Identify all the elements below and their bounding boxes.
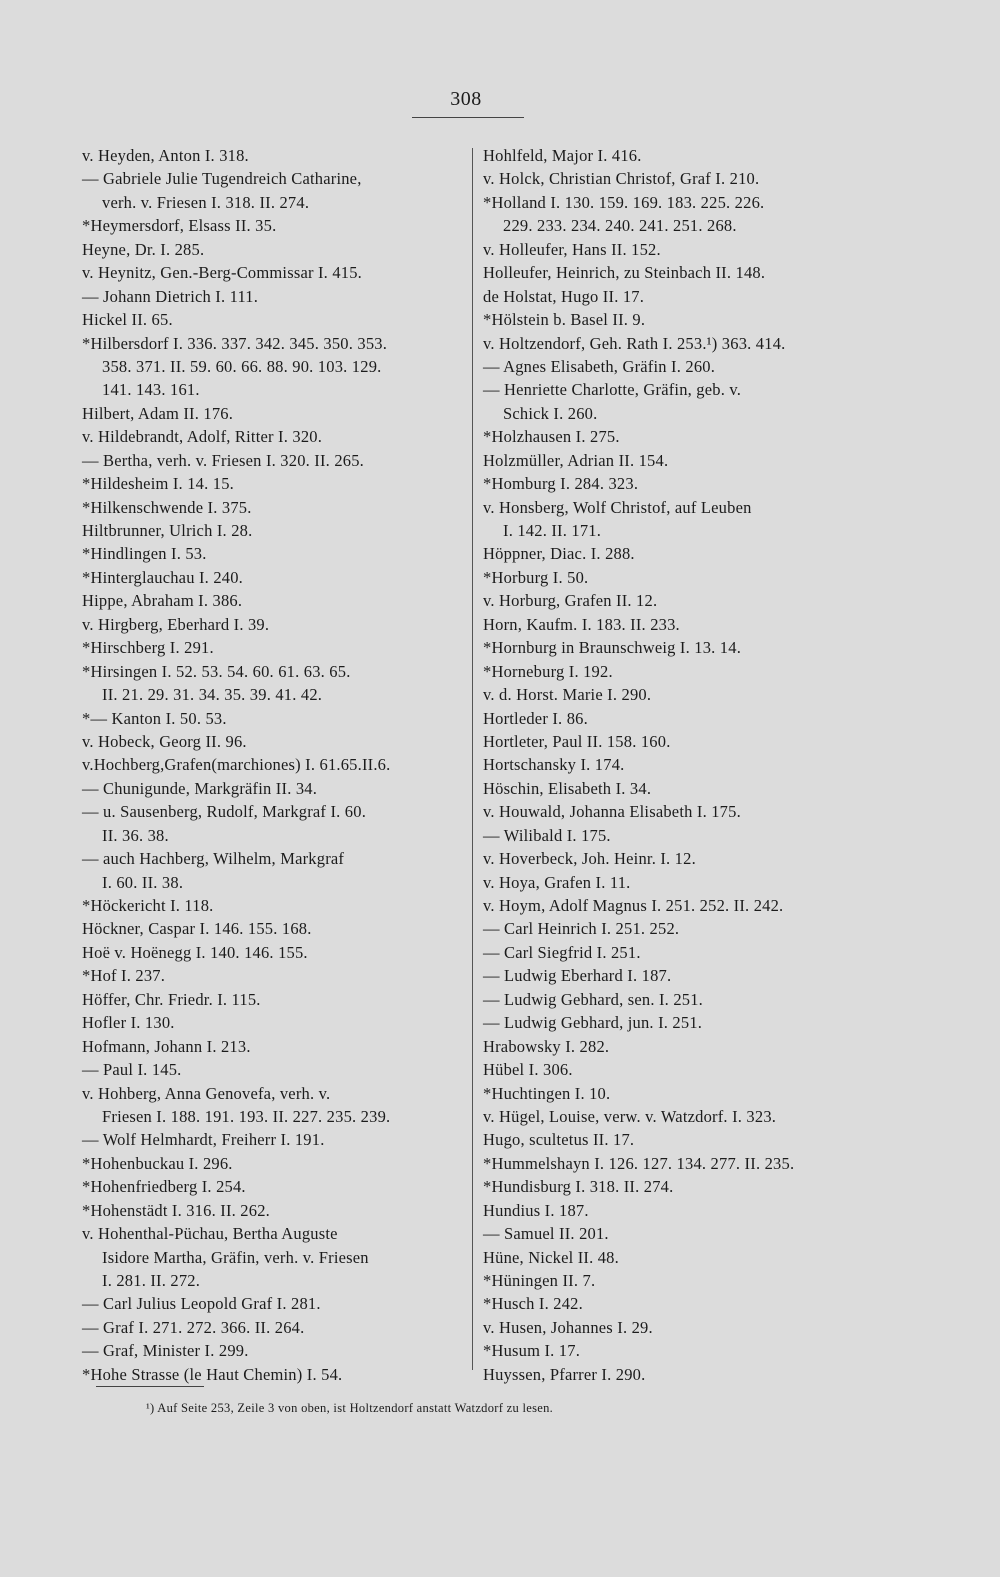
index-entry: *Hinterglauchau I. 240. xyxy=(82,567,244,587)
index-entry: v. Hirgberg, Eberhard I. 39. xyxy=(82,614,270,634)
index-entry: *Hirschberg I. 291. xyxy=(82,638,214,658)
index-entry: *Höckericht I. 118. xyxy=(82,896,214,915)
index-entry: v.Hochberg,Grafen(marchiones) I. 61.65.II.6. xyxy=(82,755,391,775)
index-entry: — Paul I. 145. xyxy=(82,1060,182,1080)
index-entry: Hickel II. 65. xyxy=(82,310,173,330)
index-entry: — Ludwig Gebhard, jun. I. 251. xyxy=(483,1013,703,1033)
index-entry: *Husum I. 17. xyxy=(483,1341,581,1361)
index-entry: verh. v. Friesen I. 318. II. 274. xyxy=(102,192,310,212)
right-index-column xyxy=(483,144,883,1386)
index-entry: v. Heyden, Anton I. 318. xyxy=(82,146,249,165)
index-entry: Isidore Martha, Gräfin, verh. v. Friesen xyxy=(102,1247,369,1267)
index-entry: *Holzhausen I. 275. xyxy=(483,427,620,447)
index-entry: v. Horburg, Grafen II. 12. xyxy=(483,591,658,611)
index-entry: Höschin, Elisabeth I. 34. xyxy=(483,778,652,798)
index-entry: *Husch I. 242. xyxy=(483,1294,583,1314)
page-number-rule xyxy=(412,117,524,118)
index-entry: I. 281. II. 272. xyxy=(102,1271,201,1290)
index-entry: II. 21. 29. 31. 34. 35. 39. 41. 42. xyxy=(102,685,323,705)
index-entry: *Hölstein b. Basel II. 9. xyxy=(483,310,646,330)
index-entry: *Hüningen II. 7. xyxy=(483,1271,596,1290)
left-index-column xyxy=(82,144,466,1386)
index-entry: Hortleter, Paul II. 158. 160. xyxy=(483,731,671,751)
index-entry: *Hummelshayn I. 126. 127. 134. 277. II. 235. xyxy=(483,1153,795,1173)
index-entry: v. Holck, Christian Christof, Graf I. 210. xyxy=(483,169,760,189)
index-entry: — Ludwig Gebhard, sen. I. 251. xyxy=(483,989,704,1009)
index-entry: *— Kanton I. 50. 53. xyxy=(82,708,227,728)
index-entry: Friesen I. 188. 191. 193. II. 227. 235. 239. xyxy=(102,1106,391,1126)
index-entry: *Homburg I. 284. 323. xyxy=(483,474,639,494)
index-entry: — Johann Dietrich I. 111. xyxy=(82,286,259,306)
index-entry: Höffer, Chr. Friedr. I. 115. xyxy=(82,989,261,1009)
index-entry: — Samuel II. 201. xyxy=(483,1224,609,1244)
index-entry: — Wolf Helmhardt, Freiherr I. 191. xyxy=(82,1130,325,1150)
index-entry: — Wilibald I. 175. xyxy=(483,825,611,845)
index-entry: *Huchtingen I. 10. xyxy=(483,1083,611,1103)
index-entry: Hortleder I. 86. xyxy=(483,708,588,728)
index-entry: Hortschansky I. 174. xyxy=(483,755,625,775)
index-entry: v. Hoverbeck, Joh. Heinr. I. 12. xyxy=(483,849,696,869)
column-divider xyxy=(472,148,473,1370)
index-entry: Höppner, Diac. I. 288. xyxy=(483,544,635,564)
index-entry: v. Hildebrandt, Adolf, Ritter I. 320. xyxy=(82,427,323,447)
index-entry: v. Hobeck, Georg II. 96. xyxy=(82,731,247,751)
index-entry: Hippe, Abraham I. 386. xyxy=(82,591,243,611)
index-entry: v. Honsberg, Wolf Christof, auf Leuben xyxy=(483,497,752,517)
index-entry: Hofmann, Johann I. 213. xyxy=(82,1036,251,1056)
index-entry: *Heymersdorf, Elsass II. 35. xyxy=(82,216,277,236)
index-entry: v. Heynitz, Gen.-Berg-Commissar I. 415. xyxy=(82,263,363,283)
index-entry: Höckner, Caspar I. 146. 155. 168. xyxy=(82,919,312,939)
index-entry: *Hornburg in Braunschweig I. 13. 14. xyxy=(483,638,742,658)
index-entry: — Graf, Minister I. 299. xyxy=(82,1341,249,1361)
index-entry: v. Hoym, Adolf Magnus I. 251. 252. II. 242. xyxy=(483,896,784,915)
index-entry: *Hildesheim I. 14. 15. xyxy=(82,474,234,494)
index-entry: — Gabriele Julie Tugendreich Catharine, xyxy=(82,169,362,189)
index-entry: *Horneburg I. 192. xyxy=(483,661,613,681)
index-entry: Hiltbrunner, Ulrich I. 28. xyxy=(82,521,253,540)
index-entry: *Hohe Strasse (le Haut Chemin) I. 54. xyxy=(82,1364,343,1384)
index-entry: Schick I. 260. xyxy=(503,403,598,423)
index-entry: — Graf I. 271. 272. 366. II. 264. xyxy=(82,1317,305,1337)
index-entry: Hofler I. 130. xyxy=(82,1013,175,1033)
index-entry: Hübel I. 306. xyxy=(483,1060,573,1080)
index-entry: *Hindlingen I. 53. xyxy=(82,544,207,564)
index-entry: — auch Hachberg, Wilhelm, Markgraf xyxy=(82,849,345,869)
index-entry: 229. 233. 234. 240. 241. 251. 268. xyxy=(503,216,737,236)
index-entry: *Holland I. 130. 159. 169. 183. 225. 226. xyxy=(483,192,765,212)
index-entry: Huyssen, Pfarrer I. 290. xyxy=(483,1364,646,1384)
index-entry: v. Hügel, Louise, verw. v. Watzdorf. I. 323. xyxy=(483,1106,777,1126)
index-entry: v. Hohberg, Anna Genovefa, verh. v. xyxy=(82,1083,331,1103)
index-entry: Hrabowsky I. 282. xyxy=(483,1036,610,1056)
footnote-rule xyxy=(96,1386,204,1387)
index-entry: *Hof I. 237. xyxy=(82,966,166,986)
index-entry: Hoë v. Hoënegg I. 140. 146. 155. xyxy=(82,942,308,962)
index-entry: v. Holtzendorf, Geh. Rath I. 253.¹) 363. 414. xyxy=(483,333,786,353)
index-entry: *Hohenbuckau I. 296. xyxy=(82,1153,233,1173)
index-entry: Horn, Kaufm. I. 183. II. 233. xyxy=(483,614,680,634)
index-entry: *Hundisburg I. 318. II. 274. xyxy=(483,1177,674,1197)
index-entry: — Carl Heinrich I. 251. 252. xyxy=(483,919,680,939)
index-entry: — Henriette Charlotte, Gräfin, geb. v. xyxy=(483,380,742,400)
index-entry: *Horburg I. 50. xyxy=(483,567,589,587)
index-entry: — u. Sausenberg, Rudolf, Markgraf I. 60. xyxy=(82,802,367,822)
index-entry: — Ludwig Eberhard I. 187. xyxy=(483,966,672,986)
index-entry: — Chunigunde, Markgräfin II. 34. xyxy=(82,778,318,798)
index-entry: *Hohenstädt I. 316. II. 262. xyxy=(82,1200,270,1220)
index-entry: — Bertha, verh. v. Friesen I. 320. II. 265. xyxy=(82,450,365,470)
index-entry: v. Houwald, Johanna Elisabeth I. 175. xyxy=(483,802,741,822)
index-entry: Heyne, Dr. I. 285. xyxy=(82,239,205,259)
footnote: ¹) Auf Seite 253, Zeile 3 von oben, ist Holtzendorf anstatt Watzdorf zu lesen. xyxy=(146,1401,554,1415)
index-entry: Hundius I. 187. xyxy=(483,1200,589,1220)
index-entry: v. Hoya, Grafen I. 11. xyxy=(483,872,631,892)
index-entry: I. 60. II. 38. xyxy=(102,872,184,892)
index-entry: Hüne, Nickel II. 48. xyxy=(483,1247,619,1267)
page-number: 308 xyxy=(450,88,482,110)
index-entry: I. 142. II. 171. xyxy=(503,521,602,540)
index-entry: *Hilkenschwende I. 375. xyxy=(82,497,252,517)
index-entry: II. 36. 38. xyxy=(102,825,169,845)
index-entry: — Carl Siegfrid I. 251. xyxy=(483,942,641,962)
index-entry: Holleufer, Heinrich, zu Steinbach II. 148. xyxy=(483,263,766,283)
index-entry: — Carl Julius Leopold Graf I. 281. xyxy=(82,1294,321,1314)
index-entry: de Holstat, Hugo II. 17. xyxy=(483,286,645,306)
index-entry: 358. 371. II. 59. 60. 66. 88. 90. 103. 129. xyxy=(102,356,382,376)
index-entry: Hilbert, Adam II. 176. xyxy=(82,403,234,423)
index-entry: Hohlfeld, Major I. 416. xyxy=(483,146,642,165)
index-entry: *Hilbersdorf I. 336. 337. 342. 345. 350. 353. xyxy=(82,333,388,353)
index-entry: v. d. Horst. Marie I. 290. xyxy=(483,685,652,705)
index-entry: v. Husen, Johannes I. 29. xyxy=(483,1317,653,1337)
index-entry: v. Holleufer, Hans II. 152. xyxy=(483,239,661,259)
index-entry: *Hohenfriedberg I. 254. xyxy=(82,1177,246,1197)
index-entry: 141. 143. 161. xyxy=(102,380,200,400)
index-entry: Hugo, scultetus II. 17. xyxy=(483,1130,635,1150)
index-entry: — Agnes Elisabeth, Gräfin I. 260. xyxy=(483,356,716,376)
index-entry: Holzmüller, Adrian II. 154. xyxy=(483,450,669,470)
index-entry: *Hirsingen I. 52. 53. 54. 60. 61. 63. 65. xyxy=(82,661,351,681)
index-entry: v. Hohenthal-Püchau, Bertha Auguste xyxy=(82,1224,338,1244)
